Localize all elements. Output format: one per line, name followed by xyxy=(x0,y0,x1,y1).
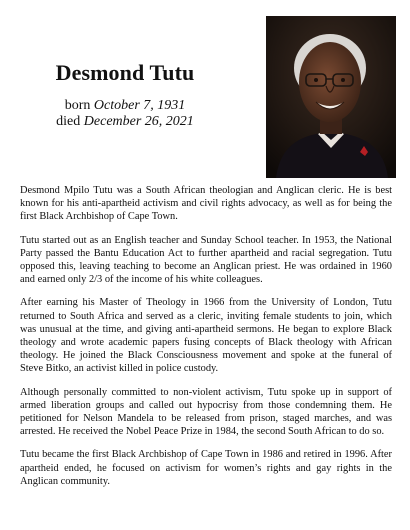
born-label: born xyxy=(64,98,91,113)
bio-paragraph: After earning his Master of Theology in 1966 from the University of London, Tutu returned to South Africa and served as a cleric, inviting female students to join, which was unusual at the time, and giving anti-apartheid sermons. He began to explore Black theology and wrote academic papers fusing concepts of Black theology with African theology. He joined the Black Consciousness movement and spoke at the funeral of Steve Bitko, an activist killed in police custody. xyxy=(20,297,392,375)
born-date: October 7, 1931 xyxy=(93,98,186,113)
bio-paragraph: Tutu became the first Black Archbishop of Cape Town in 1986 and retired in 1996. After apartheid ended, he focused on activism for women’s rights and gay rights in the Anglican community. xyxy=(20,449,392,487)
life-dates xyxy=(0,98,250,130)
died-line xyxy=(0,114,250,130)
portrait-illustration xyxy=(266,16,396,178)
born-line xyxy=(0,98,250,114)
person-name: Desmond Tutu xyxy=(55,60,195,85)
died-label: died xyxy=(56,114,81,129)
bio-paragraph: Desmond Mpilo Tutu was a South African theologian and Anglican cleric. He is best known for his anti-apartheid activism and civil rights advocacy, as well as for being the first Black Archbishop of Cape Town. xyxy=(20,185,392,223)
header xyxy=(0,0,410,180)
biography xyxy=(20,184,392,498)
died-date: December 26, 2021 xyxy=(83,114,194,129)
bio-paragraph: Although personally committed to non-violent activism, Tutu spoke up in support of armed liberation groups and called out hypocrisy from those condemning them. He petitioned for Nelson Mandela to be released from prison, staged marches, and was arrested. He received the Nobel Peace Prize in 1984, the second South African to do so. xyxy=(20,386,392,438)
bio-paragraph: Tutu started out as an English teacher and Sunday School teacher. In 1953, the National Party passed the Bantu Education Act to further apartheid and racial segregation. Tutu opposed this, leaving teaching to become an Anglican priest. He was ordained in 1960 and earned only 2/3 of the income of his white colleagues. xyxy=(20,234,392,286)
portrait-photo xyxy=(266,16,396,178)
